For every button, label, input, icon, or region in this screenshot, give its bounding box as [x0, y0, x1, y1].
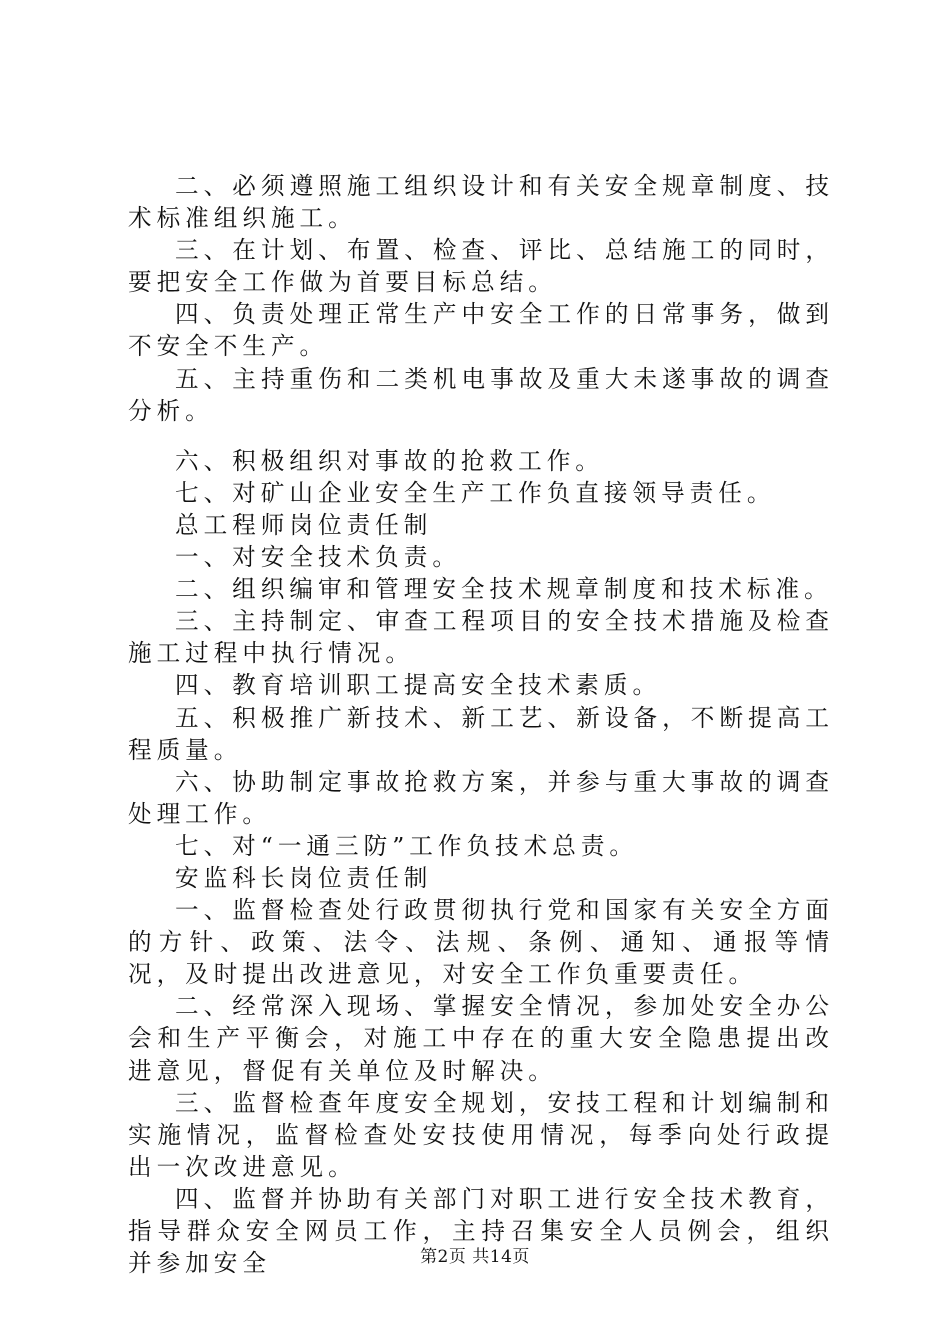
safety-chief-item-2: 二、经常深入现场、掌握安全情况，参加处安全办公会和生产平衡会，对施工中存在的重大安全隐患提出改进意见，督促有关单位及时解决。	[128, 992, 834, 1085]
paragraph-3: 三、在计划、布置、检查、评比、总结施工的同时，要把安全工作做为首要目标总结。	[128, 236, 834, 297]
chief-engineer-item-7: 七、对“一通三防”工作负技术总责。	[175, 831, 639, 860]
paragraph-7: 七、对矿山企业安全生产工作负直接领导责任。	[175, 478, 776, 507]
paragraph-6: 六、积极组织对事故的抢救工作。	[175, 446, 604, 475]
paragraph-4: 四、负责处理正常生产中安全工作的日常事务，做到不安全不生产。	[128, 300, 834, 361]
chief-engineer-item-4: 四、教育培训职工提高安全技术素质。	[175, 671, 662, 700]
section-heading-chief-engineer: 总工程师岗位责任制	[175, 510, 433, 539]
safety-chief-item-4: 四、监督并协助有关部门对职工进行安全技术教育，指导群众安全网员工作，主持召集安全人员例会，组织并参加安全	[128, 1184, 834, 1278]
paragraph-5: 五、主持重伤和二类机电事故及重大未遂事故的调查分析。	[128, 364, 834, 425]
section-heading-safety-chief: 安监科长岗位责任制	[175, 863, 433, 892]
safety-chief-item-1: 一、监督检查处行政贯彻执行党和国家有关安全方面的方针、政策、法令、法规、条例、通知、通报等情况，及时提出改进意见，对安全工作负重要责任。	[128, 896, 834, 989]
chief-engineer-item-2: 二、组织编审和管理安全技术规章制度和技术标准。	[175, 575, 833, 604]
chief-engineer-item-1: 一、对安全技术负责。	[175, 543, 461, 572]
document-body	[128, 170, 834, 1279]
paragraph-gap	[128, 427, 834, 445]
page-footer: 第2页 共14页	[420, 1247, 530, 1267]
chief-engineer-item-3: 三、主持制定、审查工程项目的安全技术措施及检查施工过程中执行情况。	[128, 607, 834, 668]
chief-engineer-item-6: 六、协助制定事故抢救方案，并参与重大事故的调查处理工作。	[128, 767, 834, 828]
chief-engineer-item-5: 五、积极推广新技术、新工艺、新设备，不断提高工程质量。	[128, 703, 834, 764]
paragraph-2: 二、必须遵照施工组织设计和有关安全规章制度、技术标准组织施工。	[128, 172, 834, 233]
safety-chief-item-3: 三、监督检查年度安全规划，安技工程和计划编制和实施情况，监督检查处安技使用情况，每季向处行政提出一次改进意见。	[128, 1088, 834, 1181]
